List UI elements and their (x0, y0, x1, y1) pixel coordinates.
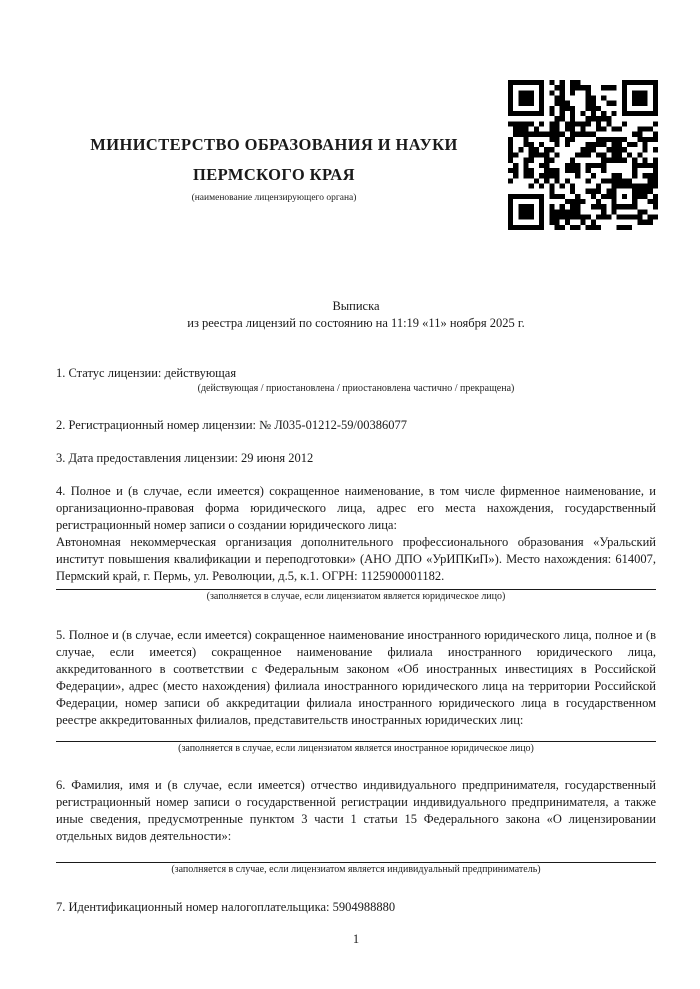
item-4-legal-entity-value: Автономная некоммерческая организация дополнительного профессионального образования «Уральский институт повышения квалификации и переподготовки» (АНО ДПО «УрИПКиП»). Место нахождения: 614007, Пермский край, г. Пермь, ул. Революции, д.5, к.1. ОГРН: 1125900001182. (56, 535, 656, 583)
item-6-caption: (заполняется в случае, если лицензиатом является индивидуальный предприниматель) (171, 864, 541, 875)
item-5-empty-value (56, 729, 656, 741)
issuing-authority-caption: (наименование лицензирующего органа) (191, 193, 357, 203)
item-1-license-status: 1. Статус лицензии: действующая (56, 366, 237, 380)
item-6-empty-value (56, 845, 656, 862)
document-title-line2: из реестра лицензий по состоянию на 11:19 «11» ноября 2025 г. (187, 316, 525, 330)
item-7-taxpayer-number: 7. Идентификационный номер налогоплательщика: 5904988880 (56, 900, 396, 914)
extract-body (56, 0, 656, 948)
item-4-legal-entity-label: 4. Полное и (в случае, если имеется) сокращенное наименование, в том числе фирменное наименование, и организационно-правовая форма юридического лица, адрес его места нахождения, государственный регистрационный номер записи о создании юридического лица: (56, 484, 656, 532)
document-title-line1: Выписка (332, 299, 380, 313)
item-6-entrepreneur-label: 6. Фамилия, имя и (в случае, если имеется) отчество индивидуального предпринимателя, государственный регистрационный номер записи о государственной регистрации индивидуального предпринимателя, а также иные сведения, предусмотренные пунктом 3 части 1 статьи 15 Федерального закона «О лицензировании отдельных видов деятельности»: (56, 778, 656, 843)
document-title (56, 298, 656, 332)
item-3-grant-date: 3. Дата предоставления лицензии: 29 июня 2012 (56, 451, 314, 465)
page-number: 1 (352, 932, 360, 946)
item-5-foreign-entity-label: 5. Полное и (в случае, если имеется) сокращенное наименование иностранного юридического лица, полное и (в случае, если имеется) сокращенное наименование филиала иностранного юридического лица, аккредитованного в соответствии с Федеральным законом «Об иностранных инвестициях в Российской Федерации», адрес (место нахождения) филиала иностранного юридического лица на территории Российской Федерации, номер записи об аккредитации филиала иностранного юридического лица в государственном реестре аккредитованных филиалов, представительств иностранных юридических лиц: (56, 628, 656, 727)
item-5-caption: (заполняется в случае, если лицензиатом является иностранное юридическое лицо) (178, 743, 534, 754)
ministry-name-line2: ПЕРМСКОГО КРАЯ (193, 165, 355, 184)
ministry-name-line1: МИНИСТЕРСТВО ОБРАЗОВАНИЯ И НАУКИ (90, 135, 458, 154)
item-1-caption: (действующая / приостановлена / приостановлена частично / прекращена) (197, 383, 515, 394)
item-4-caption: (заполняется в случае, если лицензиатом является юридическое лицо) (206, 591, 506, 602)
item-2-registration-number: 2. Регистрационный номер лицензии: № Л035-01212-59/00386077 (56, 418, 407, 432)
